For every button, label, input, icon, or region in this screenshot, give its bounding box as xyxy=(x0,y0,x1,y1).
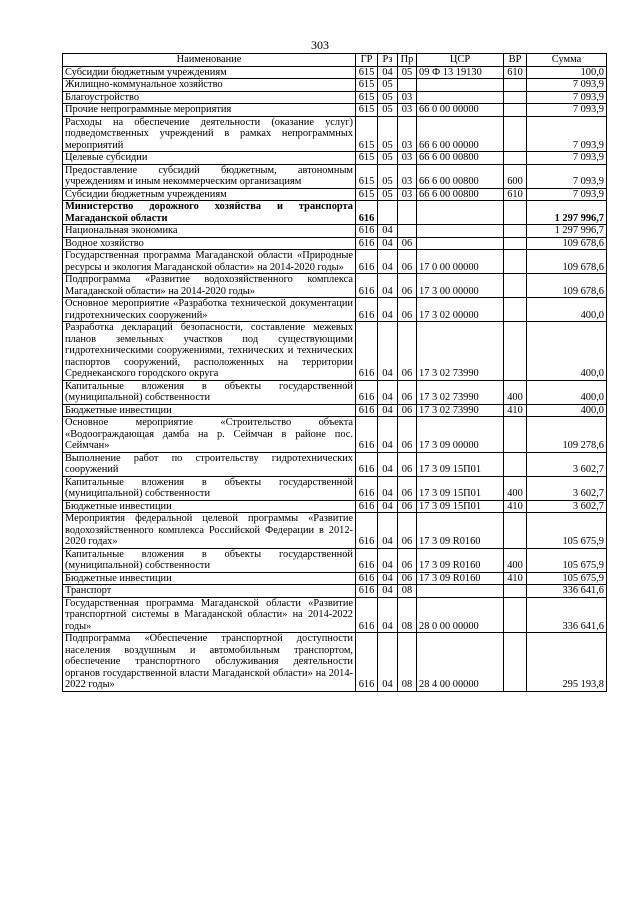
cell-csr: 17 3 02 73990 xyxy=(417,404,504,417)
budget-table xyxy=(62,53,607,692)
cell-name: Национальная экономика xyxy=(63,225,356,238)
cell-csr xyxy=(417,585,504,598)
cell-sum: 100,0 xyxy=(527,66,607,79)
cell-pr: 06 xyxy=(398,476,417,500)
cell-csr: 66 6 00 00800 xyxy=(417,164,504,188)
cell-csr xyxy=(417,225,504,238)
cell-name: Бюджетные инвестиции xyxy=(63,404,356,417)
table-row xyxy=(63,452,607,476)
cell-gr: 616 xyxy=(356,237,378,250)
cell-csr: 66 6 00 00800 xyxy=(417,152,504,165)
cell-gr: 615 xyxy=(356,91,378,104)
table-row xyxy=(63,274,607,298)
cell-pr: 06 xyxy=(398,237,417,250)
cell-name: Бюджетные инвестиции xyxy=(63,500,356,513)
cell-sum: 105 675,9 xyxy=(527,572,607,585)
cell-sum: 7 093,9 xyxy=(527,104,607,117)
cell-sum: 7 093,9 xyxy=(527,188,607,201)
cell-vr xyxy=(504,104,527,117)
cell-rz: 04 xyxy=(378,380,398,404)
cell-rz: 05 xyxy=(378,116,398,152)
cell-name: Предоставление субсидий бюджетным, автономным учреждениям и иным некоммерческим организациям xyxy=(63,164,356,188)
cell-name: Мероприятия федеральной целевой программы «Развитие водохозяйственного комплекса Российской Федерации в 2012-2020 годах» xyxy=(63,513,356,549)
cell-csr xyxy=(417,79,504,92)
cell-rz: 05 xyxy=(378,104,398,117)
cell-gr: 616 xyxy=(356,417,378,453)
cell-pr: 03 xyxy=(398,152,417,165)
cell-name: Государственная программа Магаданской области «Развитие транспортной системы в Магаданской области» на 2014-2022 годы» xyxy=(63,597,356,633)
cell-csr: 09 Ф 13 19130 xyxy=(417,66,504,79)
cell-rz: 04 xyxy=(378,500,398,513)
cell-csr: 17 3 09 R0160 xyxy=(417,513,504,549)
cell-csr: 17 3 02 73990 xyxy=(417,322,504,381)
cell-sum: 336 641,6 xyxy=(527,597,607,633)
cell-vr xyxy=(504,152,527,165)
cell-rz: 04 xyxy=(378,404,398,417)
cell-rz: 04 xyxy=(378,237,398,250)
cell-name: Основное мероприятие «Разработка технической документации гидротехнических сооружений» xyxy=(63,298,356,322)
cell-gr: 615 xyxy=(356,79,378,92)
cell-sum: 109 678,6 xyxy=(527,250,607,274)
cell-sum: 3 602,7 xyxy=(527,476,607,500)
cell-rz: 04 xyxy=(378,585,398,598)
cell-name: Расходы на обеспечение деятельности (оказание услуг) подведомственных учреждений в рамках непрограммных мероприятий xyxy=(63,116,356,152)
cell-sum: 105 675,9 xyxy=(527,548,607,572)
cell-vr: 400 xyxy=(504,476,527,500)
cell-pr: 06 xyxy=(398,322,417,381)
table-row xyxy=(63,322,607,381)
header-vr: ВР xyxy=(504,54,527,67)
cell-vr xyxy=(504,322,527,381)
table-row xyxy=(63,404,607,417)
cell-name: Капитальные вложения в объекты государственной (муниципальной) собственности xyxy=(63,476,356,500)
cell-gr: 616 xyxy=(356,513,378,549)
cell-vr xyxy=(504,237,527,250)
table-row xyxy=(63,79,607,92)
cell-gr: 615 xyxy=(356,104,378,117)
cell-pr: 06 xyxy=(398,380,417,404)
cell-csr: 17 3 00 00000 xyxy=(417,274,504,298)
cell-sum: 7 093,9 xyxy=(527,79,607,92)
cell-gr: 616 xyxy=(356,585,378,598)
cell-rz: 04 xyxy=(378,476,398,500)
cell-name: Капитальные вложения в объекты государственной (муниципальной) собственности xyxy=(63,548,356,572)
table-row xyxy=(63,548,607,572)
cell-csr: 66 0 00 00000 xyxy=(417,104,504,117)
cell-csr: 17 3 09 00000 xyxy=(417,417,504,453)
cell-csr: 28 4 00 00000 xyxy=(417,633,504,692)
cell-gr: 616 xyxy=(356,250,378,274)
cell-pr: 03 xyxy=(398,116,417,152)
cell-vr xyxy=(504,452,527,476)
cell-csr: 17 3 09 15П01 xyxy=(417,476,504,500)
cell-pr: 06 xyxy=(398,404,417,417)
cell-pr: 06 xyxy=(398,548,417,572)
cell-rz: 04 xyxy=(378,250,398,274)
cell-pr xyxy=(398,201,417,225)
cell-pr: 03 xyxy=(398,164,417,188)
cell-vr xyxy=(504,633,527,692)
cell-gr: 616 xyxy=(356,548,378,572)
cell-vr xyxy=(504,91,527,104)
cell-rz: 04 xyxy=(378,597,398,633)
cell-name: Субсидии бюджетным учреждениям xyxy=(63,188,356,201)
cell-gr: 616 xyxy=(356,201,378,225)
cell-gr: 616 xyxy=(356,633,378,692)
cell-vr xyxy=(504,225,527,238)
cell-sum: 7 093,9 xyxy=(527,116,607,152)
cell-pr: 06 xyxy=(398,500,417,513)
cell-pr: 06 xyxy=(398,452,417,476)
table-row xyxy=(63,104,607,117)
cell-vr xyxy=(504,79,527,92)
table-row xyxy=(63,513,607,549)
cell-pr: 03 xyxy=(398,91,417,104)
cell-csr: 17 3 09 15П01 xyxy=(417,452,504,476)
table-row xyxy=(63,633,607,692)
header-sum: Сумма xyxy=(527,54,607,67)
cell-pr: 06 xyxy=(398,274,417,298)
cell-gr: 616 xyxy=(356,298,378,322)
cell-rz: 04 xyxy=(378,633,398,692)
cell-pr: 05 xyxy=(398,66,417,79)
header-rz: Рз xyxy=(378,54,398,67)
cell-sum: 1 297 996,7 xyxy=(527,225,607,238)
cell-rz: 04 xyxy=(378,452,398,476)
cell-csr xyxy=(417,91,504,104)
cell-sum: 400,0 xyxy=(527,322,607,381)
cell-vr: 410 xyxy=(504,404,527,417)
table-row xyxy=(63,298,607,322)
cell-sum: 1 297 996,7 xyxy=(527,201,607,225)
cell-name: Разработка деклараций безопасности, составление межевых планов земельных участков под существующими гидротехническими сооружениями, технических и технических паспортов сооружений, расположенных на территории Среднеканского городского округа xyxy=(63,322,356,381)
cell-sum: 109 278,6 xyxy=(527,417,607,453)
cell-rz: 04 xyxy=(378,322,398,381)
cell-csr: 17 3 09 R0160 xyxy=(417,548,504,572)
cell-sum: 105 675,9 xyxy=(527,513,607,549)
header-pr: Пр xyxy=(398,54,417,67)
cell-sum: 7 093,9 xyxy=(527,91,607,104)
table-row xyxy=(63,476,607,500)
cell-csr: 17 3 09 R0160 xyxy=(417,572,504,585)
cell-name: Водное хозяйство xyxy=(63,237,356,250)
cell-csr: 17 3 02 00000 xyxy=(417,298,504,322)
cell-rz: 05 xyxy=(378,91,398,104)
cell-name: Выполнение работ по строительству гидротехнических сооружений xyxy=(63,452,356,476)
cell-gr: 616 xyxy=(356,597,378,633)
cell-name: Подпрограмма «Развитие водохозяйственного комплекса Магаданской области» на 2014-2020 годы» xyxy=(63,274,356,298)
cell-pr: 08 xyxy=(398,597,417,633)
cell-vr: 400 xyxy=(504,380,527,404)
cell-csr: 66 6 00 00800 xyxy=(417,188,504,201)
cell-sum: 400,0 xyxy=(527,404,607,417)
table-row xyxy=(63,250,607,274)
cell-gr: 616 xyxy=(356,225,378,238)
cell-name: Благоустройство xyxy=(63,91,356,104)
cell-gr: 616 xyxy=(356,404,378,417)
cell-rz: 04 xyxy=(378,572,398,585)
cell-pr xyxy=(398,225,417,238)
cell-pr: 06 xyxy=(398,250,417,274)
cell-name: Основное мероприятие «Строительство объекта «Водоограждающая дамба на р. Сеймчан в районе пос. Сеймчан» xyxy=(63,417,356,453)
cell-vr: 600 xyxy=(504,164,527,188)
table-header-row xyxy=(63,54,607,67)
cell-pr: 06 xyxy=(398,417,417,453)
cell-pr: 08 xyxy=(398,585,417,598)
cell-sum: 400,0 xyxy=(527,380,607,404)
cell-gr: 616 xyxy=(356,476,378,500)
header-gr: ГР xyxy=(356,54,378,67)
cell-rz: 04 xyxy=(378,548,398,572)
cell-rz: 05 xyxy=(378,79,398,92)
cell-vr: 410 xyxy=(504,500,527,513)
cell-rz: 04 xyxy=(378,225,398,238)
cell-gr: 616 xyxy=(356,380,378,404)
cell-csr: 66 6 00 00000 xyxy=(417,116,504,152)
header-name: Наименование xyxy=(63,54,356,67)
cell-vr: 410 xyxy=(504,572,527,585)
cell-gr: 615 xyxy=(356,152,378,165)
cell-csr: 28 0 00 00000 xyxy=(417,597,504,633)
cell-vr xyxy=(504,585,527,598)
table-row xyxy=(63,225,607,238)
table-row xyxy=(63,116,607,152)
cell-csr: 17 3 02 73990 xyxy=(417,380,504,404)
cell-vr xyxy=(504,201,527,225)
cell-pr: 03 xyxy=(398,188,417,201)
cell-csr: 17 0 00 00000 xyxy=(417,250,504,274)
cell-vr xyxy=(504,513,527,549)
cell-pr: 08 xyxy=(398,633,417,692)
cell-name: Жилищно-коммунальное хозяйство xyxy=(63,79,356,92)
page-number: 303 xyxy=(311,38,329,52)
header-csr: ЦСР xyxy=(417,54,504,67)
cell-vr xyxy=(504,116,527,152)
cell-rz: 05 xyxy=(378,164,398,188)
cell-sum: 295 193,8 xyxy=(527,633,607,692)
table-row xyxy=(63,500,607,513)
cell-pr: 06 xyxy=(398,513,417,549)
table-row xyxy=(63,380,607,404)
cell-name: Прочие непрограммные мероприятия xyxy=(63,104,356,117)
cell-vr xyxy=(504,597,527,633)
cell-name: Капитальные вложения в объекты государственной (муниципальной) собственности xyxy=(63,380,356,404)
table-row xyxy=(63,237,607,250)
cell-sum: 109 678,6 xyxy=(527,274,607,298)
cell-gr: 615 xyxy=(356,66,378,79)
cell-sum: 336 641,6 xyxy=(527,585,607,598)
cell-rz: 05 xyxy=(378,188,398,201)
cell-name: Государственная программа Магаданской области «Природные ресурсы и экология Магаданской области» на 2014-2020 годы» xyxy=(63,250,356,274)
cell-gr: 616 xyxy=(356,500,378,513)
table-row xyxy=(63,417,607,453)
cell-name: Субсидии бюджетным учреждениям xyxy=(63,66,356,79)
cell-vr xyxy=(504,298,527,322)
cell-pr: 03 xyxy=(398,104,417,117)
cell-name: Бюджетные инвестиции xyxy=(63,572,356,585)
table-row xyxy=(63,572,607,585)
cell-pr: 06 xyxy=(398,572,417,585)
cell-name: Целевые субсидии xyxy=(63,152,356,165)
table-row xyxy=(63,597,607,633)
cell-rz xyxy=(378,201,398,225)
cell-name: Министерство дорожного хозяйства и транспорта Магаданской области xyxy=(63,201,356,225)
cell-name: Транспорт xyxy=(63,585,356,598)
cell-csr xyxy=(417,237,504,250)
cell-gr: 616 xyxy=(356,572,378,585)
cell-sum: 7 093,9 xyxy=(527,164,607,188)
cell-rz: 04 xyxy=(378,66,398,79)
cell-rz: 04 xyxy=(378,274,398,298)
cell-vr: 610 xyxy=(504,188,527,201)
cell-gr: 615 xyxy=(356,164,378,188)
cell-pr xyxy=(398,79,417,92)
table-row xyxy=(63,201,607,225)
cell-gr: 616 xyxy=(356,322,378,381)
cell-sum: 3 602,7 xyxy=(527,500,607,513)
cell-vr: 610 xyxy=(504,66,527,79)
cell-sum: 109 678,6 xyxy=(527,237,607,250)
table-row xyxy=(63,66,607,79)
table-row xyxy=(63,188,607,201)
cell-pr: 06 xyxy=(398,298,417,322)
cell-gr: 615 xyxy=(356,188,378,201)
cell-gr: 616 xyxy=(356,274,378,298)
cell-vr xyxy=(504,250,527,274)
cell-vr xyxy=(504,417,527,453)
cell-rz: 04 xyxy=(378,298,398,322)
cell-vr: 400 xyxy=(504,548,527,572)
cell-vr xyxy=(504,274,527,298)
table-row xyxy=(63,164,607,188)
cell-sum: 7 093,9 xyxy=(527,152,607,165)
cell-sum: 3 602,7 xyxy=(527,452,607,476)
cell-rz: 04 xyxy=(378,417,398,453)
cell-sum: 400,0 xyxy=(527,298,607,322)
table-row xyxy=(63,585,607,598)
table-body xyxy=(63,66,607,691)
table-row xyxy=(63,91,607,104)
cell-gr: 616 xyxy=(356,452,378,476)
cell-csr xyxy=(417,201,504,225)
cell-rz: 05 xyxy=(378,152,398,165)
cell-rz: 04 xyxy=(378,513,398,549)
table-row xyxy=(63,152,607,165)
cell-name: Подпрограмма «Обеспечение транспортной доступности населения воздушным и автомобильным транспортом, обеспечение транспортного обслуживания деятельности органов государственной власти Магаданской области» на 2014-2022 годы» xyxy=(63,633,356,692)
cell-csr: 17 3 09 15П01 xyxy=(417,500,504,513)
cell-gr: 615 xyxy=(356,116,378,152)
